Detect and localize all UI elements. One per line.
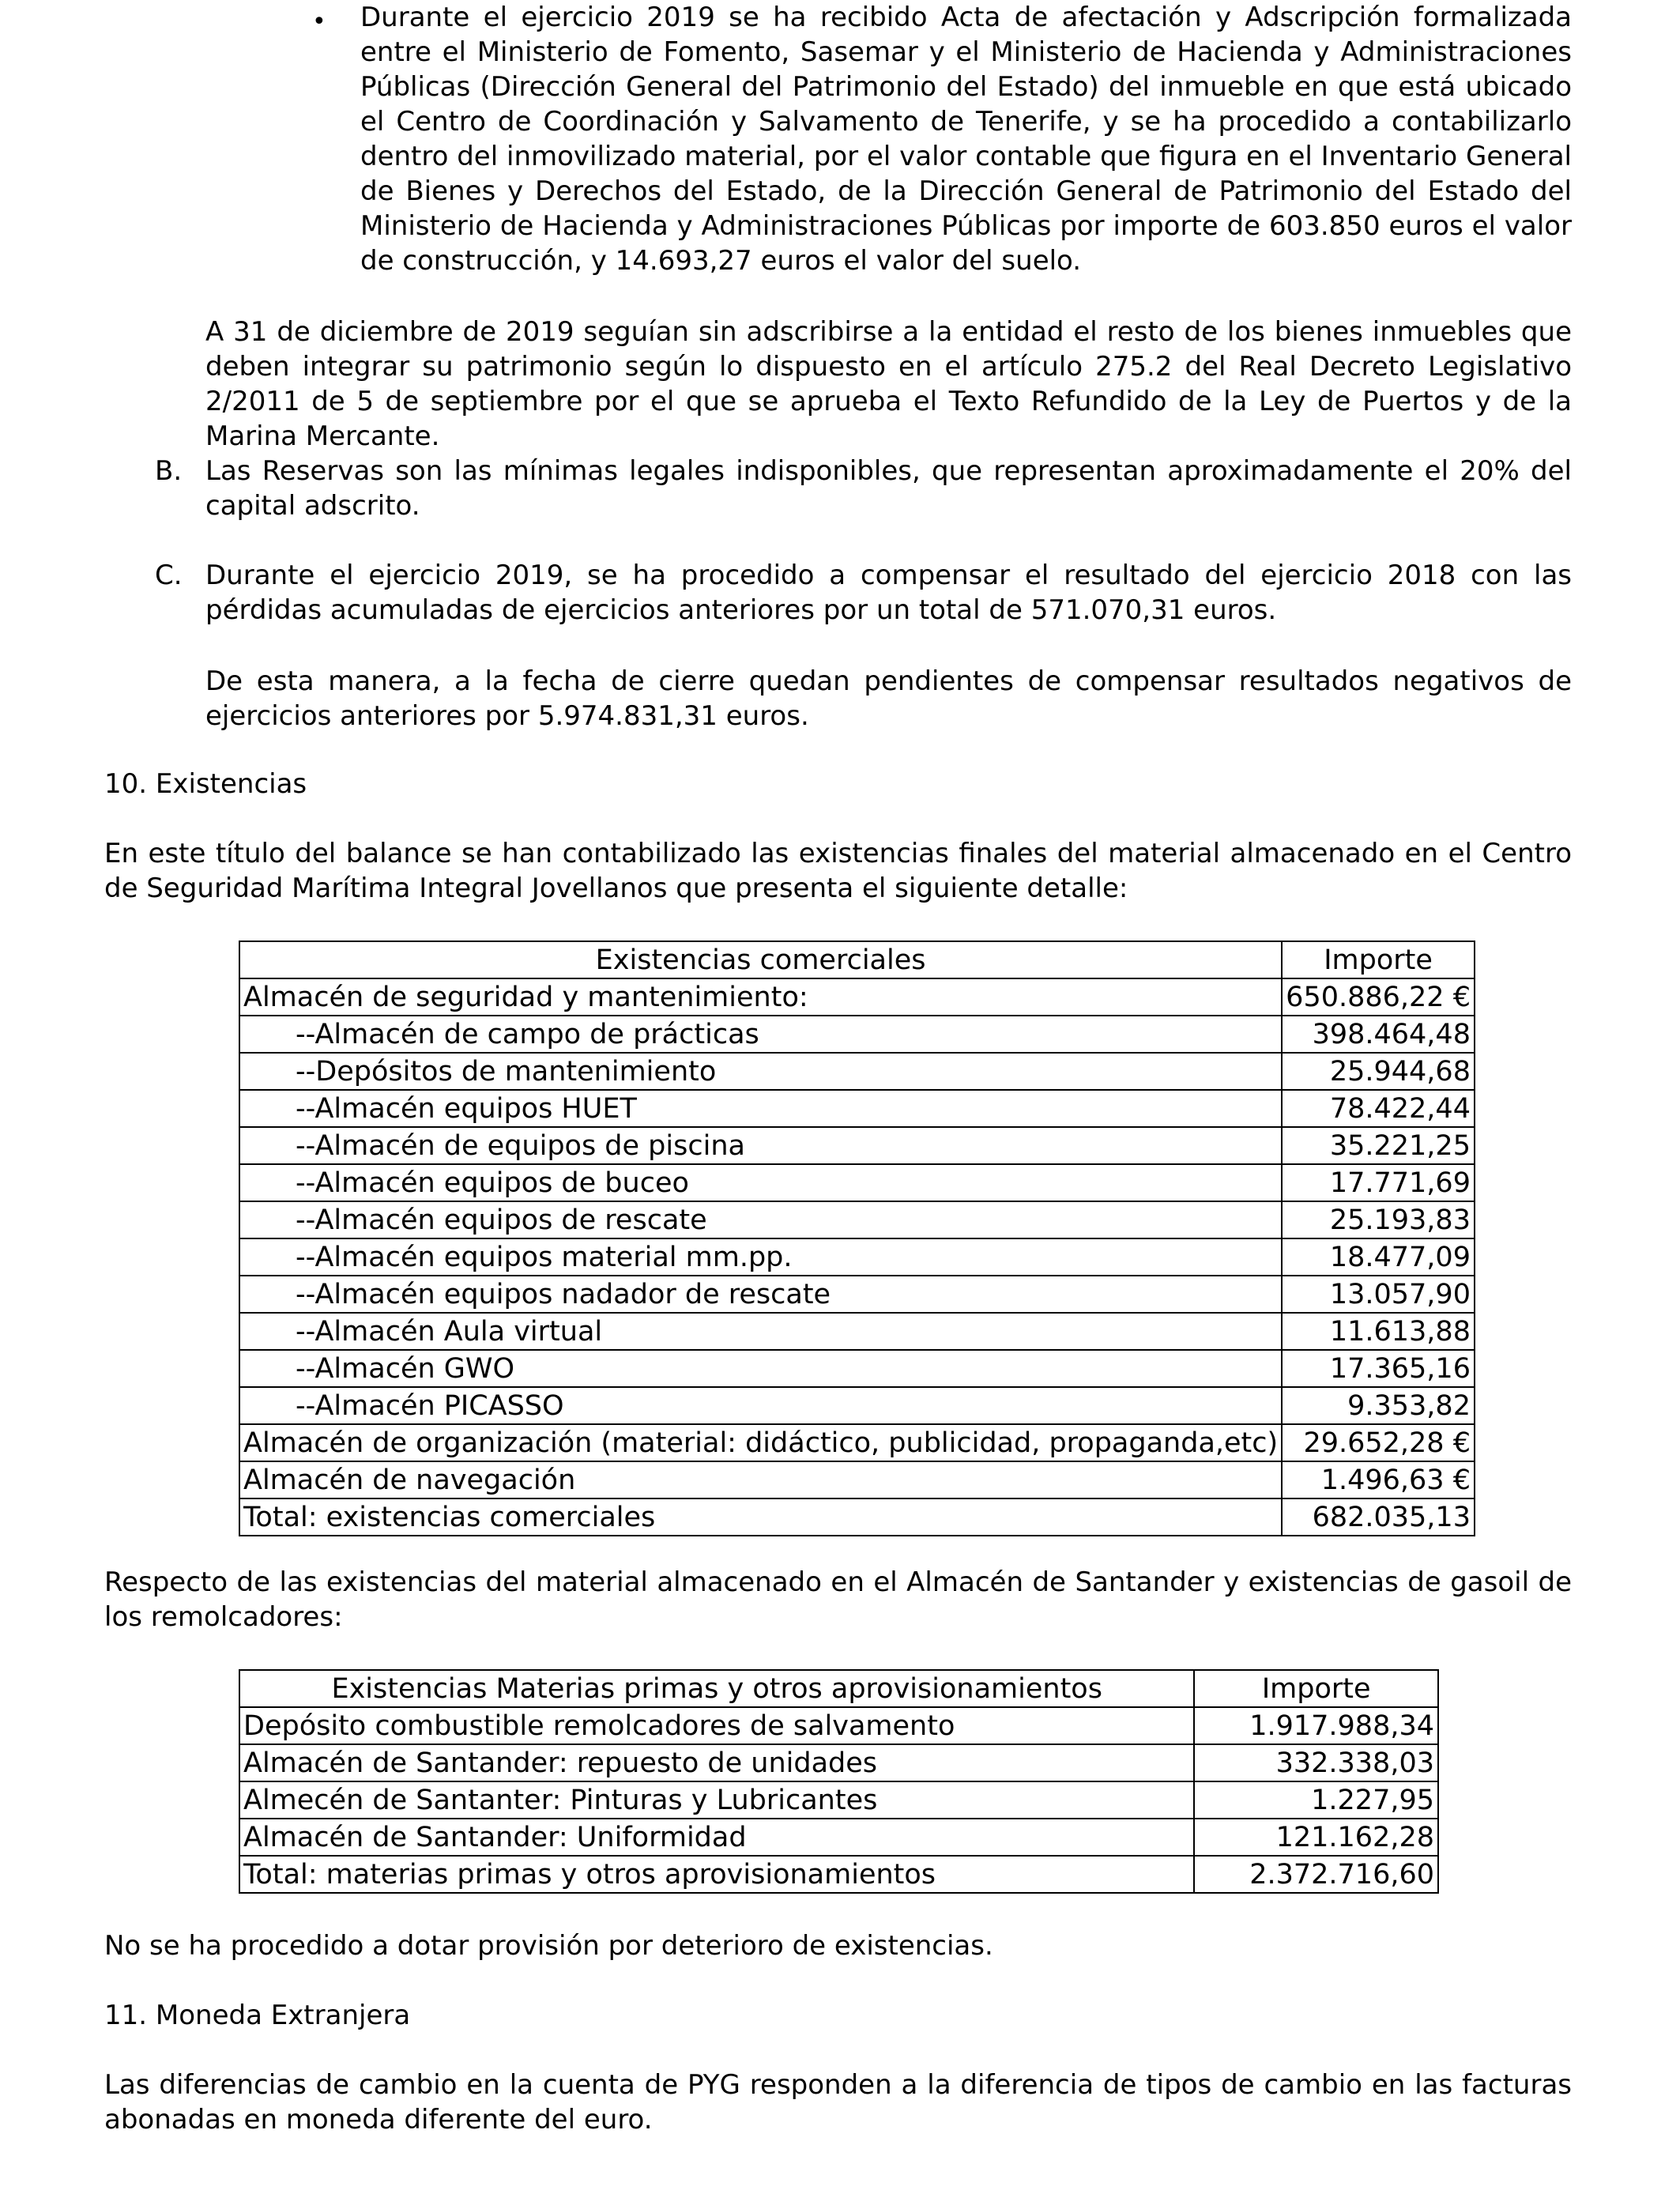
row-label: Almacén de navegación	[239, 1461, 1282, 1498]
list-item-label: B.	[155, 455, 183, 487]
row-label: --Almacén equipos HUET	[239, 1090, 1282, 1127]
table-header-row	[239, 941, 1475, 978]
row-value: 1.917.988,34	[1194, 1707, 1438, 1744]
table-row	[239, 1461, 1475, 1498]
row-label: Almacén de seguridad y mantenimiento:	[239, 978, 1282, 1016]
row-value: 18.477,09	[1282, 1238, 1475, 1276]
row-value: 17.365,16	[1282, 1350, 1475, 1387]
table-row	[239, 1090, 1475, 1127]
row-label: --Almacén de campo de prácticas	[239, 1016, 1282, 1053]
table-total-row	[239, 1498, 1475, 1536]
table-row	[239, 1313, 1475, 1350]
table-total-row	[239, 1856, 1438, 1893]
row-label: --Almacén equipos nadador de rescate	[239, 1276, 1282, 1313]
row-label: --Depósitos de mantenimiento	[239, 1053, 1282, 1090]
section-heading-existencias: 10. Existencias	[104, 768, 307, 800]
row-value: 682.035,13	[1282, 1498, 1475, 1536]
row-value: 9.353,82	[1282, 1387, 1475, 1424]
list-item-label: C.	[155, 560, 183, 591]
row-label: Almacén de organización (material: didáctico, publicidad, propaganda,etc)	[239, 1424, 1282, 1461]
list-item-b	[155, 454, 1572, 525]
row-label: --Almacén GWO	[239, 1350, 1282, 1387]
bullet-text: Durante el ejercicio 2019 se ha recibido Acta de afectación y Adscripción formalizada entre el Ministerio de Fomento, Sasemar y el Ministerio de Hacienda y Administraciones Públicas (Dirección General del Patrimonio del Estado) del inmueble en que está ubicado el Centro de Coordinación y Salvamento de Tenerife, y se ha procedido a contabilizarlo dentro del inmovilizado material, por el valor contable que figura en el Inventario General de Bienes y Derechos del Estado, de la Dirección General de Patrimonio del Estado del Ministerio de Hacienda y Administraciones Públicas por importe de 603.850 euros el valor de construcción, y 14.693,27 euros el valor del suelo.	[360, 2, 1572, 277]
column-header: Importe	[1282, 941, 1475, 978]
column-header: Existencias comerciales	[239, 941, 1282, 978]
table-row	[239, 1164, 1475, 1201]
table-row	[239, 1053, 1475, 1090]
column-header: Existencias Materias primas y otros aprovisionamientos	[239, 1670, 1194, 1707]
table-row	[239, 1238, 1475, 1276]
table-existencias-comerciales	[239, 941, 1475, 1536]
row-value: 29.652,28 €	[1282, 1424, 1475, 1461]
table-row	[239, 978, 1475, 1016]
list-item-c	[155, 558, 1572, 740]
bullet-item	[0, 0, 1680, 285]
list-item-text: Durante el ejercicio 2019, se ha procedido a compensar el resultado del ejercicio 2018 con las pérdidas acumuladas de ejercicios anteriores por un total de 571.070,31 euros.	[205, 560, 1572, 626]
row-value: 13.057,90	[1282, 1276, 1475, 1313]
row-label: --Almacén de equipos de piscina	[239, 1127, 1282, 1164]
row-value: 1.496,63 €	[1282, 1461, 1475, 1498]
paragraph-santander: Respecto de las existencias del material almacenado en el Almacén de Santander y existencias de gasoil de los remolcadores:	[104, 1566, 1572, 1633]
row-value: 11.613,88	[1282, 1313, 1475, 1350]
table-row	[239, 1127, 1475, 1164]
table-row	[239, 1016, 1475, 1053]
row-label: Almacén de Santander: Uniformidad	[239, 1819, 1194, 1856]
row-label: --Almacén equipos material mm.pp.	[239, 1238, 1282, 1276]
row-label: Almacén de Santander: repuesto de unidades	[239, 1744, 1194, 1781]
row-value: 17.771,69	[1282, 1164, 1475, 1201]
bullet-marker: •	[312, 8, 326, 36]
table-row	[239, 1276, 1475, 1313]
list-item-text: Las Reservas son las mínimas legales indisponibles, que representan aproximadamente el 20% del capital adscrito.	[205, 455, 1572, 522]
table-row	[239, 1387, 1475, 1424]
row-label: Depósito combustible remolcadores de salvamento	[239, 1707, 1194, 1744]
row-label: --Almacén equipos de buceo	[239, 1164, 1282, 1201]
table-header-row	[239, 1670, 1438, 1707]
row-label: --Almacén equipos de rescate	[239, 1201, 1282, 1238]
table-row	[239, 1781, 1438, 1819]
row-value: 1.227,95	[1194, 1781, 1438, 1819]
table-row	[239, 1424, 1475, 1461]
row-value: 121.162,28	[1194, 1819, 1438, 1856]
paragraph-existencias-intro: En este título del balance se han contabilizado las existencias finales del material almacenado en el Centro de Seguridad Marítima Integral Jovellanos que presenta el siguiente detalle:	[104, 838, 1572, 904]
row-value: 650.886,22 €	[1282, 978, 1475, 1016]
section-heading-moneda-extranjera: 11. Moneda Extranjera	[104, 2000, 411, 2031]
table-materias-primas	[239, 1669, 1439, 1894]
row-label: Total: materias primas y otros aprovisionamientos	[239, 1856, 1194, 1893]
paragraph-31-diciembre: A 31 de diciembre de 2019 seguían sin adscribirse a la entidad el resto de los bienes inmuebles que deben integrar su patrimonio según lo dispuesto en el artículo 275.2 del Real Decreto Legislativo 2/2011 de 5 de septiembre por el que se aprueba el Texto Refundido de la Ley de Puertos y de la Marina Mercante.	[205, 316, 1572, 452]
row-value: 332.338,03	[1194, 1744, 1438, 1781]
row-label: --Almacén PICASSO	[239, 1387, 1282, 1424]
row-value: 78.422,44	[1282, 1090, 1475, 1127]
paragraph-provision: No se ha procedido a dotar provisión por deterioro de existencias.	[104, 1930, 993, 1962]
list-item-text-continued: De esta manera, a la fecha de cierre quedan pendientes de compensar resultados negativos de ejercicios anteriores por 5.974.831,31 euros.	[205, 665, 1572, 732]
table-row	[239, 1201, 1475, 1238]
paragraph-moneda-extranjera: Las diferencias de cambio en la cuenta de PYG responden a la diferencia de tipos de cambio en las facturas abonadas en moneda diferente del euro.	[104, 2069, 1572, 2136]
row-label: --Almacén Aula virtual	[239, 1313, 1282, 1350]
row-value: 25.193,83	[1282, 1201, 1475, 1238]
table-row	[239, 1707, 1438, 1744]
table-row	[239, 1350, 1475, 1387]
column-header: Importe	[1194, 1670, 1438, 1707]
row-label: Almecén de Santanter: Pinturas y Lubricantes	[239, 1781, 1194, 1819]
table-row	[239, 1819, 1438, 1856]
row-value: 398.464,48	[1282, 1016, 1475, 1053]
row-value: 25.944,68	[1282, 1053, 1475, 1090]
row-value: 35.221,25	[1282, 1127, 1475, 1164]
row-value: 2.372.716,60	[1194, 1856, 1438, 1893]
row-label: Total: existencias comerciales	[239, 1498, 1282, 1536]
table-row	[239, 1744, 1438, 1781]
